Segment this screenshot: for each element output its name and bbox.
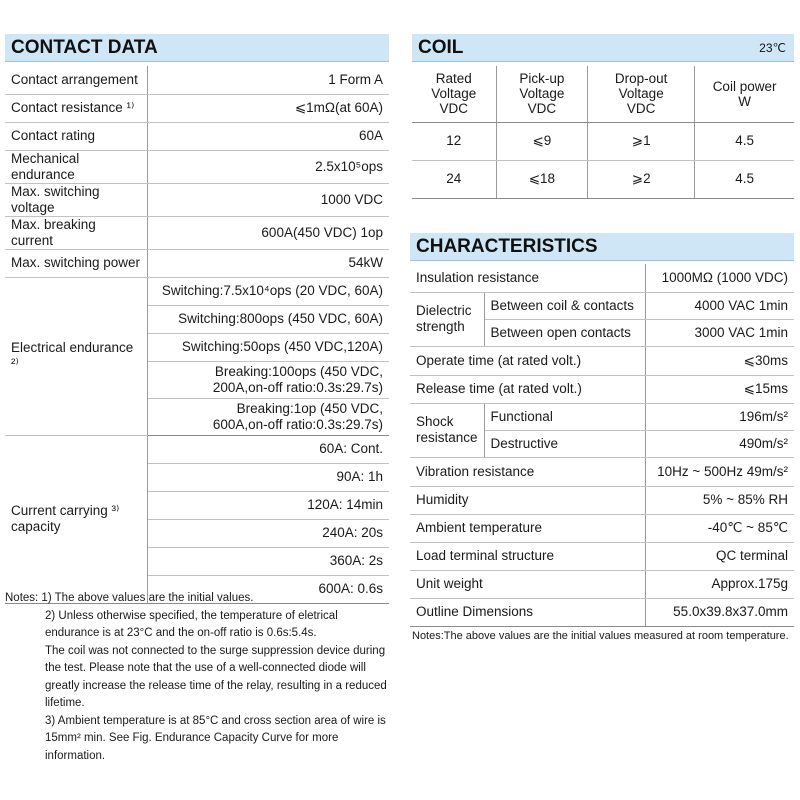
table-cell: 24 — [412, 160, 496, 198]
row-value: 1000 VDC — [148, 183, 390, 216]
row-value: -40℃ ~ 85℃ — [646, 514, 794, 542]
column-header: Pick-up Voltage VDC — [496, 66, 588, 122]
electrical-endurance-value: Switching:7.5x10⁴ops (20 VDC, 60A) — [148, 277, 390, 305]
table-row — [410, 570, 794, 598]
note-2: 2) Unless otherwise specified, the temperature of eletrical endurance is at 23°C and the on-off ratio is 0.6s:5.4s. — [45, 609, 338, 639]
electrical-endurance-value: Switching:50ops (450 VDC,120A) — [148, 333, 390, 361]
coil-temperature: 23℃ — [759, 40, 786, 55]
row-label: Max. switching voltage — [5, 183, 148, 216]
current-carrying-value: 600A: 0.6s — [148, 575, 390, 603]
row-label: Unit weight — [410, 570, 646, 598]
row-label: Insulation resistance — [410, 264, 646, 292]
row-label: Release time (at rated volt.) — [410, 375, 646, 403]
current-carrying-value: 240A: 20s — [148, 519, 390, 547]
shock-resistance-label: Shock resistance — [410, 403, 484, 457]
table-row — [5, 249, 389, 277]
coil-title: COIL — [418, 36, 464, 58]
table-row — [5, 150, 389, 183]
column-header: Drop-out Voltage VDC — [588, 66, 695, 122]
row-label: Max. breaking current — [5, 216, 148, 249]
table-cell: 4.5 — [695, 160, 794, 198]
note-3: 3) Ambient temperature is at 85°C and cross section area of wire is 15mm² min. See Fig. Endurance Capacity Curve for more information. — [45, 714, 386, 762]
table-row — [5, 66, 389, 94]
row-label: Outline Dimensions — [410, 598, 646, 626]
row-value: 600A(450 VDC) 1op — [148, 216, 390, 249]
electrical-endurance-value: Breaking:100ops (450 VDC, 200A,on-off ratio:0.3s:29.7s) — [148, 361, 390, 398]
row-label: Between coil & contacts — [484, 292, 646, 319]
row-label: Functional — [484, 403, 646, 430]
table-row — [410, 457, 794, 486]
current-carrying-label: Current carrying ³⁾ capacity — [5, 435, 148, 603]
row-label: Contact resistance ¹⁾ — [5, 94, 148, 122]
row-value: ⩽1mΩ(at 60A) — [148, 94, 390, 122]
row-value: 490m/s² — [646, 430, 794, 457]
table-row — [410, 292, 794, 319]
contact-data-table — [5, 66, 389, 604]
electrical-endurance-label: Electrical endurance ²⁾ — [5, 277, 148, 435]
row-label: Humidity — [410, 486, 646, 514]
table-cell: 4.5 — [695, 122, 794, 160]
table-row — [5, 94, 389, 122]
table-row — [412, 122, 794, 160]
table-cell: ⩽9 — [496, 122, 588, 160]
characteristics-note: Notes:The above values are the initial values measured at room temperature. — [412, 630, 789, 642]
row-value: ⩽30ms — [646, 346, 794, 375]
row-value: 196m/s² — [646, 403, 794, 430]
table-row — [5, 435, 389, 463]
dielectric-strength-label: Dielectric strength — [410, 292, 484, 346]
characteristics-table — [410, 264, 794, 627]
characteristics-header — [410, 233, 794, 261]
row-value: 55.0x39.8x37.0mm — [646, 598, 794, 626]
contact-data-title: CONTACT DATA — [11, 36, 158, 58]
table-row — [410, 598, 794, 626]
table-row — [5, 122, 389, 150]
table-row — [410, 346, 794, 375]
contact-data-header — [5, 34, 389, 62]
note-1: Notes: 1) The above values are the initial values. — [5, 592, 254, 604]
table-row — [5, 183, 389, 216]
table-row — [412, 160, 794, 198]
table-cell: 12 — [412, 122, 496, 160]
row-label: Contact arrangement — [5, 66, 148, 94]
row-value: ⩽15ms — [646, 375, 794, 403]
row-label: Mechanical endurance — [5, 150, 148, 183]
table-cell: ⩾1 — [588, 122, 695, 160]
characteristics-title: CHARACTERISTICS — [416, 235, 598, 257]
contact-notes — [5, 590, 393, 765]
row-label: Between open contacts — [484, 319, 646, 346]
electrical-endurance-value: Breaking:1op (450 VDC, 600A,on-off ratio:0.3s:29.7s) — [148, 398, 390, 435]
table-cell: ⩾2 — [588, 160, 695, 198]
note-2-cont: The coil was not connected to the surge suppression device during the test. Please note that the use of a well-connected diode will greatly increase the release time of the relay, resulting in a reduced lifetime. — [45, 644, 387, 709]
row-value: QC terminal — [646, 542, 794, 570]
row-value: Approx.175g — [646, 570, 794, 598]
table-row — [410, 375, 794, 403]
row-label: Max. switching power — [5, 249, 148, 277]
row-value: 5% ~ 85% RH — [646, 486, 794, 514]
row-value: 4000 VAC 1min — [646, 292, 794, 319]
row-value: 3000 VAC 1min — [646, 319, 794, 346]
table-row — [5, 216, 389, 249]
coil-table — [412, 66, 794, 199]
current-carrying-value: 90A: 1h — [148, 463, 390, 491]
table-row — [410, 514, 794, 542]
row-label: Ambient temperature — [410, 514, 646, 542]
table-row — [410, 542, 794, 570]
row-label: Operate time (at rated volt.) — [410, 346, 646, 375]
row-value: 10Hz ~ 500Hz 49m/s² — [646, 457, 794, 486]
row-label: Vibration resistance — [410, 457, 646, 486]
row-value: 1000MΩ (1000 VDC) — [646, 264, 794, 292]
row-label: Destructive — [484, 430, 646, 457]
table-row — [410, 486, 794, 514]
row-value: 1 Form A — [148, 66, 390, 94]
column-header: Coil power W — [695, 66, 794, 122]
current-carrying-value: 120A: 14min — [148, 491, 390, 519]
coil-header — [412, 34, 794, 62]
table-row — [410, 264, 794, 292]
row-label: Load terminal structure — [410, 542, 646, 570]
current-carrying-value: 60A: Cont. — [148, 435, 390, 463]
row-value: 2.5x10⁵ops — [148, 150, 390, 183]
table-cell: ⩽18 — [496, 160, 588, 198]
row-value: 60A — [148, 122, 390, 150]
table-row — [5, 277, 389, 305]
table-header-row — [412, 66, 794, 122]
table-row — [410, 403, 794, 430]
row-label: Contact rating — [5, 122, 148, 150]
column-header: Rated Voltage VDC — [412, 66, 496, 122]
current-carrying-value: 360A: 2s — [148, 547, 390, 575]
row-value: 54kW — [148, 249, 390, 277]
electrical-endurance-value: Switching:800ops (450 VDC, 60A) — [148, 305, 390, 333]
